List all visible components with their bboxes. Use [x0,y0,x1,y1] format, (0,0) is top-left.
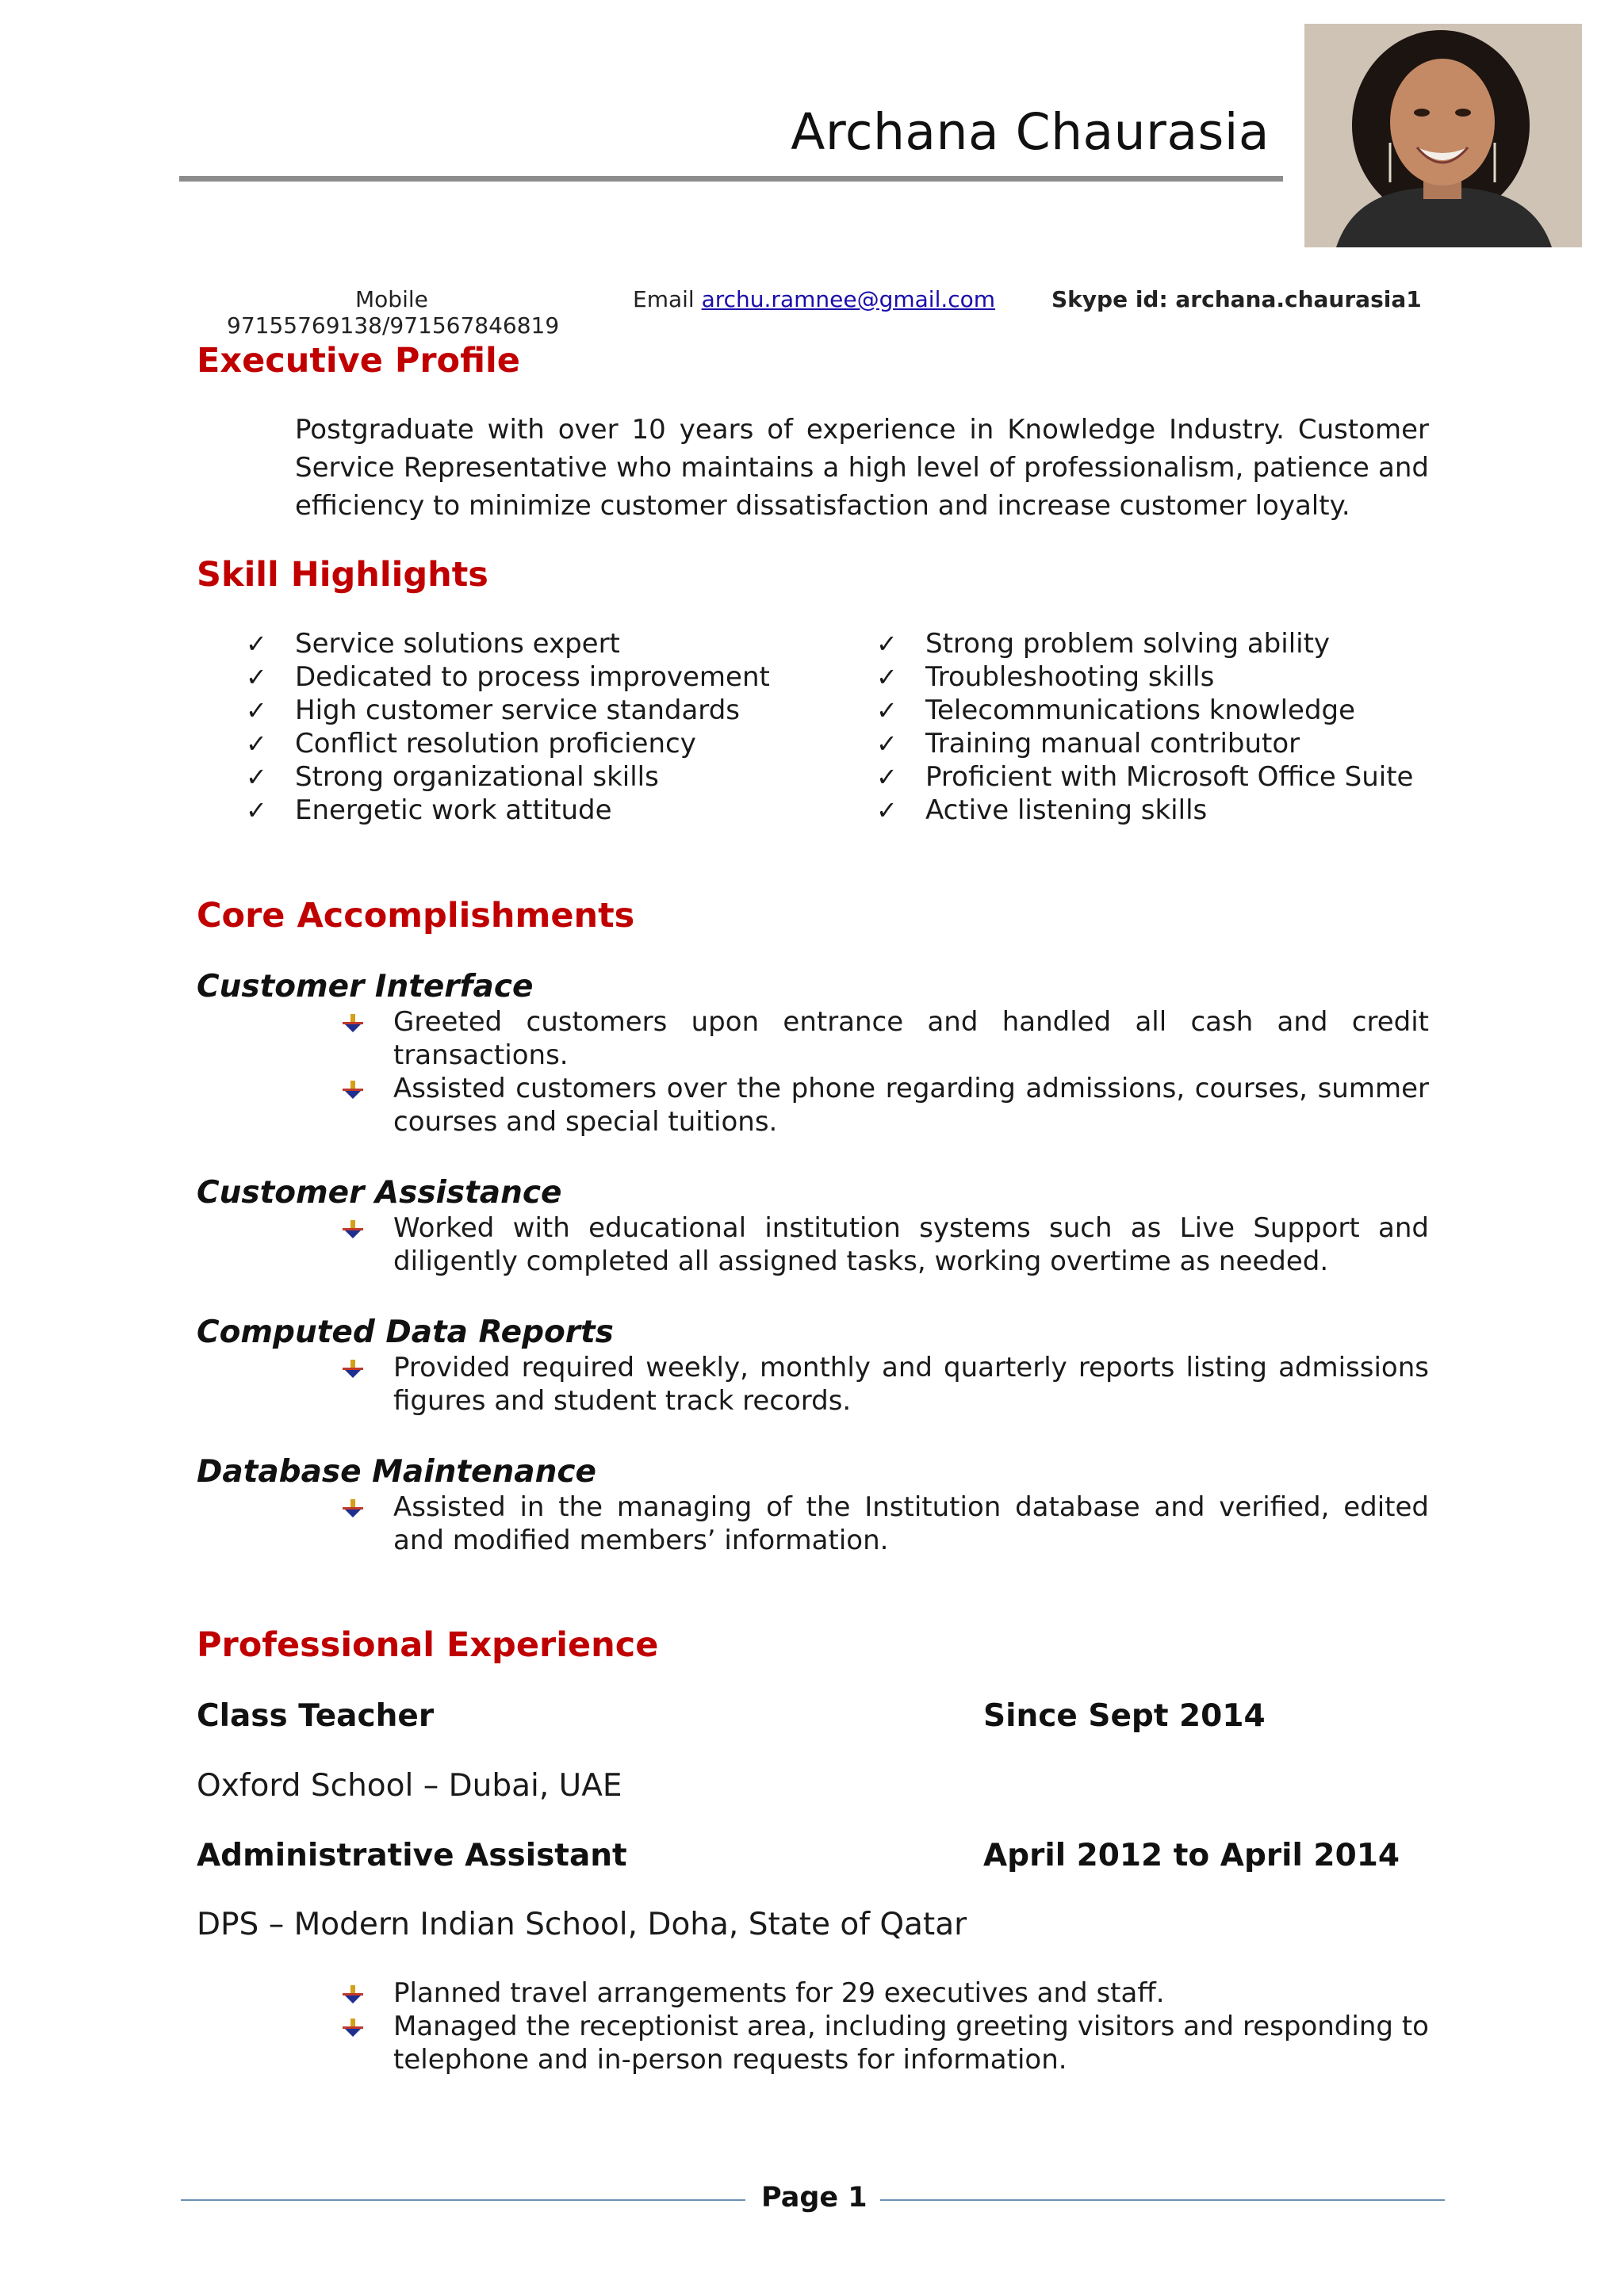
bullet-list [393,1490,1429,1557]
bullet-arrow-icon [343,1359,363,1380]
footer-rule-left [181,2199,745,2201]
check-icon: ✓ [246,762,267,792]
mobile-label: Mobile [355,286,428,312]
skill-item: ✓ Strong problem solving ability [876,628,1331,660]
job-organization: DPS – Modern Indian School, Doha, State of Qatar [197,1907,967,1942]
skill-item: ✓ Telecommunications knowledge [876,695,1356,726]
bullet-arrow-icon [343,1080,363,1100]
skill-item: ✓ Proficient with Microsoft Office Suite [876,761,1414,793]
bullet-list [393,1005,1429,1138]
check-icon: ✓ [876,729,898,759]
check-icon: ✓ [876,695,898,725]
job-title: Class Teacher [197,1698,435,1734]
job-title: Administrative Assistant [197,1838,627,1873]
section-title-core-accomplishments: Core Accomplishments [197,896,635,936]
check-icon: ✓ [246,629,267,659]
list-item: Assisted in the managing of the Institution database and verified, edited and modified members’ information. [393,1490,1429,1557]
candidate-name: Archana Chaurasia [791,103,1270,161]
skill-item: ✓ Active listening skills [876,794,1208,826]
list-item: Managed the receptionist area, including greeting visitors and responding to telephone and in-person requests for information. [393,2010,1429,2076]
subheading-customer-assistance: Customer Assistance [197,1175,562,1211]
list-item: Provided required weekly, monthly and quarterly reports listing admissions figures and student track records. [393,1351,1429,1418]
section-title-skill-highlights: Skill Highlights [197,555,488,595]
skype-id: Skype id: archana.chaurasia1 [1051,286,1422,312]
bullet-list [393,1351,1429,1418]
email-line [633,286,995,312]
bullet-arrow-icon [343,1219,363,1240]
skill-item: ✓ Service solutions expert [246,628,620,660]
list-item: Greeted customers upon entrance and handled all cash and credit transactions. [393,1005,1429,1072]
footer-rule-right [880,2199,1445,2201]
bullet-list [393,1976,1429,2076]
job-dates: April 2012 to April 2014 [983,1838,1400,1873]
mobile-value: 97155769138/971567846819 [227,312,560,339]
section-title-executive-profile: Executive Profile [197,341,520,381]
section-title-professional-experience: Professional Experience [197,1625,659,1665]
subheading-customer-interface: Customer Interface [197,969,534,1004]
email-link[interactable]: archu.ramnee@gmail.com [701,286,996,312]
bullet-arrow-icon [343,1498,363,1519]
skills-left-column [246,627,770,827]
subheading-computed-data-reports: Computed Data Reports [197,1314,614,1350]
list-item: Planned travel arrangements for 29 executives and staff. [393,1976,1429,2010]
skill-item: ✓ Dedicated to process improvement [246,661,770,693]
check-icon: ✓ [876,795,898,825]
skill-item: ✓ Training manual contributor [876,728,1300,760]
page-number: Page 1 [761,2182,868,2214]
skill-item: ✓ Strong organizational skills [246,761,659,793]
check-icon: ✓ [876,762,898,792]
list-item: Worked with educational institution systems such as Live Support and diligently completed all assigned tasks, working overtime as needed. [393,1211,1429,1278]
profile-photo [1304,24,1582,247]
job-dates: Since Sept 2014 [983,1698,1266,1734]
name-underline [179,176,1283,182]
check-icon: ✓ [246,695,267,725]
skill-item: ✓ Troubleshooting skills [876,661,1215,693]
check-icon: ✓ [246,662,267,692]
bullet-list [393,1211,1429,1278]
skill-item: ✓ Conflict resolution proficiency [246,728,696,760]
subheading-database-maintenance: Database Maintenance [197,1454,596,1490]
bullet-arrow-icon [343,1013,363,1034]
email-label: Email [633,286,695,312]
bullet-arrow-icon [343,1984,363,2005]
check-icon: ✓ [876,629,898,659]
bullet-arrow-icon [343,2018,363,2038]
skill-item: ✓ High customer service standards [246,695,740,726]
check-icon: ✓ [246,729,267,759]
check-icon: ✓ [876,662,898,692]
list-item: Assisted customers over the phone regarding admissions, courses, summer courses and special tuitions. [393,1072,1429,1138]
check-icon: ✓ [246,795,267,825]
skill-item: ✓ Energetic work attitude [246,794,612,826]
skills-right-column [876,627,1413,827]
job-organization: Oxford School – Dubai, UAE [197,1768,622,1804]
executive-profile-text: Postgraduate with over 10 years of experience in Knowledge Industry. Customer Service Representative who maintains a high level of professionalism, patience and efficiency to minimize customer dissatisfaction and increase customer loyalty. [295,414,1429,522]
